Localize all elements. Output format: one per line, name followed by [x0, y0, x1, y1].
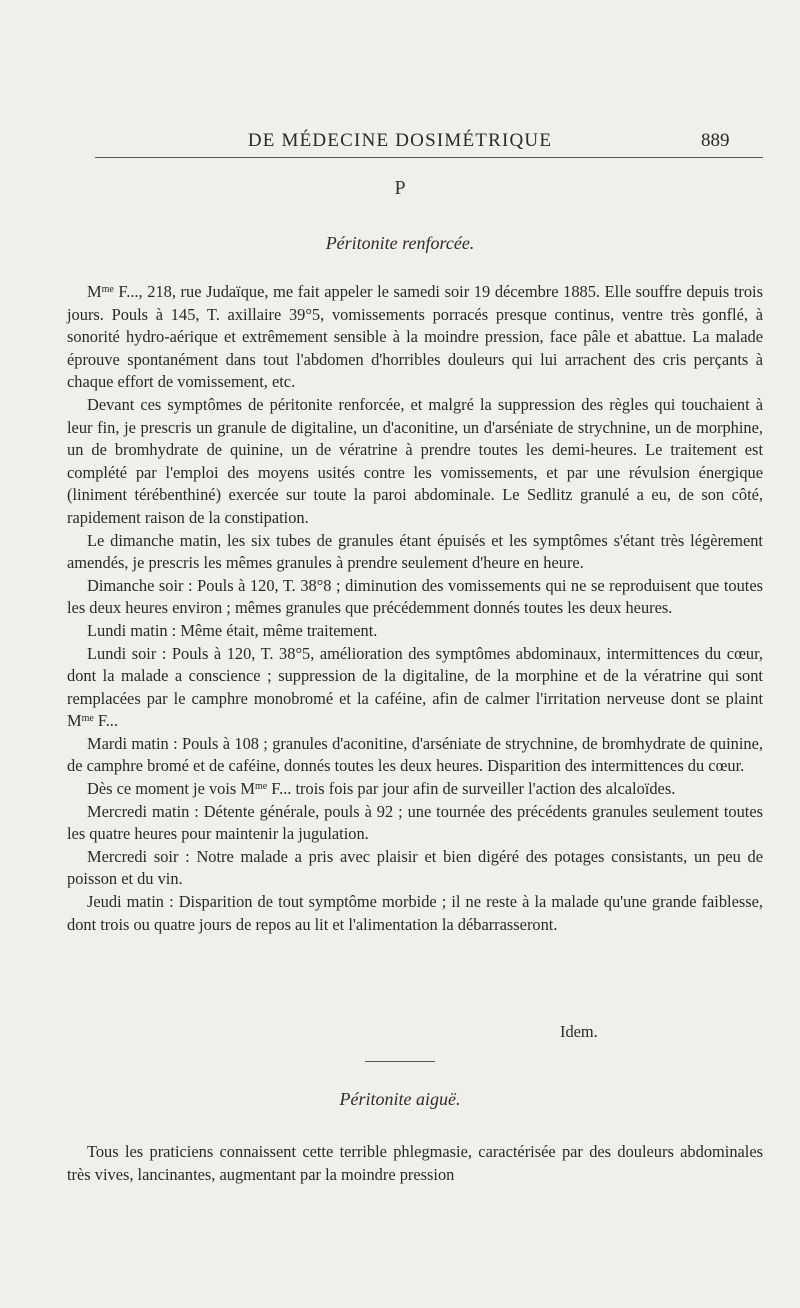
- signoff: Idem.: [560, 1022, 598, 1041]
- paragraph: Dès ce moment je vois $M^{me}$ F... trois fois par jour afin de surveiller l'action des alcaloïdes.: [87, 779, 676, 799]
- paragraph: Mercredi soir : Notre malade a pris avec plaisir et bien digéré des potages consistants, un peu de poisson et du vin.: [67, 846, 763, 889]
- section1-body: [67, 281, 763, 936]
- paragraph: Tous les praticiens connaissent cette terrible phlegmasie, caractérisée par des douleurs abdominales très vives, lancinantes, augmentant par la moindre pression: [67, 1142, 763, 1184]
- paragraph: Mercredi matin : Détente générale, pouls à 92 ; une tournée des précédents granules seulement toutes les quatre heures pour maintenir la jugulation.: [67, 801, 763, 844]
- paragraph: Jeudi matin : Disparition de tout symptôme morbide ; il ne reste à la malade qu'une grande faiblesse, dont trois ou quatre jours de repos au lit et l'alimentation la débarrasseront.: [67, 892, 763, 934]
- paragraph: $M^{me}$ F..., 218, rue Judaïque, me fait appeler le samedi soir 19 décembre 1885. Elle souffre depuis trois jours. Pouls à 145, T. axillaire 39°5, vomissements porracés presque continus, ventre très gonflé, à sonorité hydro-aérique et extrêmement sensible à la moindre pression, face pâle et abattue. La malade éprouve spontanément dans tout l'abdomen d'horribles douleurs qui lui arrachent des cris perçants à chaque effort de vomissement, etc.: [67, 282, 763, 392]
- paragraph: Devant ces symptômes de péritonite renforcée, et malgré la suppression des règles qui touchaient à leur fin, je prescris un granule de digitaline, un d'aconitine, un d'arséniate de strychnine, un de morphine, un de bromhydrate de quinine, un de vératrine à prendre toutes les demi-heures. Le traitement est complété par l'emploi des moyens usités contre les vomissements, et par une révulsion énergique (liniment térébenthiné) exercée sur toute la paroi abdominale. Le Sedlitz granulé a eu, de son côté, rapidement raison de la constipation.: [67, 394, 763, 527]
- signature-mark: P: [394, 177, 406, 199]
- running-head: DE MÉDECINE DOSIMÉTRIQUE: [247, 130, 553, 151]
- section-divider: [365, 1061, 435, 1062]
- paragraph: Le dimanche matin, les six tubes de granules étant épuisés et les symptômes s'étant très légèrement amendés, je prescris les mêmes granules à prendre seulement d'heure en heure.: [67, 530, 763, 573]
- paragraph: Lundi soir : Pouls à 120, T. 38°5, amélioration des symptômes abdominaux, intermittences du cœur, dont la malade a conscience ; suppression de la digitaline, de la morphine et de la vératrine qui sont remplacées par le camphre monobromé et la caféine, afin de calmer l'irritation nerveuse dont se plaint $M^{me}$ F...: [67, 643, 763, 731]
- paragraph: Mardi matin : Pouls à 108 ; granules d'aconitine, d'arséniate de strychnine, de bromhydrate de quinine, de camphre bromé et de caféine, donnés toutes les deux heures. Disparition des intermittences du cœur.: [67, 733, 763, 776]
- section-title-peritonite-aigue: Péritonite aiguë.: [339, 1089, 461, 1109]
- paragraph: Lundi matin : Même était, même traitement.: [87, 620, 378, 640]
- page-number: 889: [701, 130, 730, 151]
- header-rule: [95, 157, 763, 158]
- section2-body: [67, 1141, 763, 1186]
- section-title-peritonite-renforcee: Péritonite renforcée.: [325, 233, 475, 253]
- paragraph: Dimanche soir : Pouls à 120, T. 38°8 ; diminution des vomissements qui ne se reproduisent que toutes les deux heures environ ; mêmes granules que précédemment donnés toutes les deux heures.: [67, 575, 763, 618]
